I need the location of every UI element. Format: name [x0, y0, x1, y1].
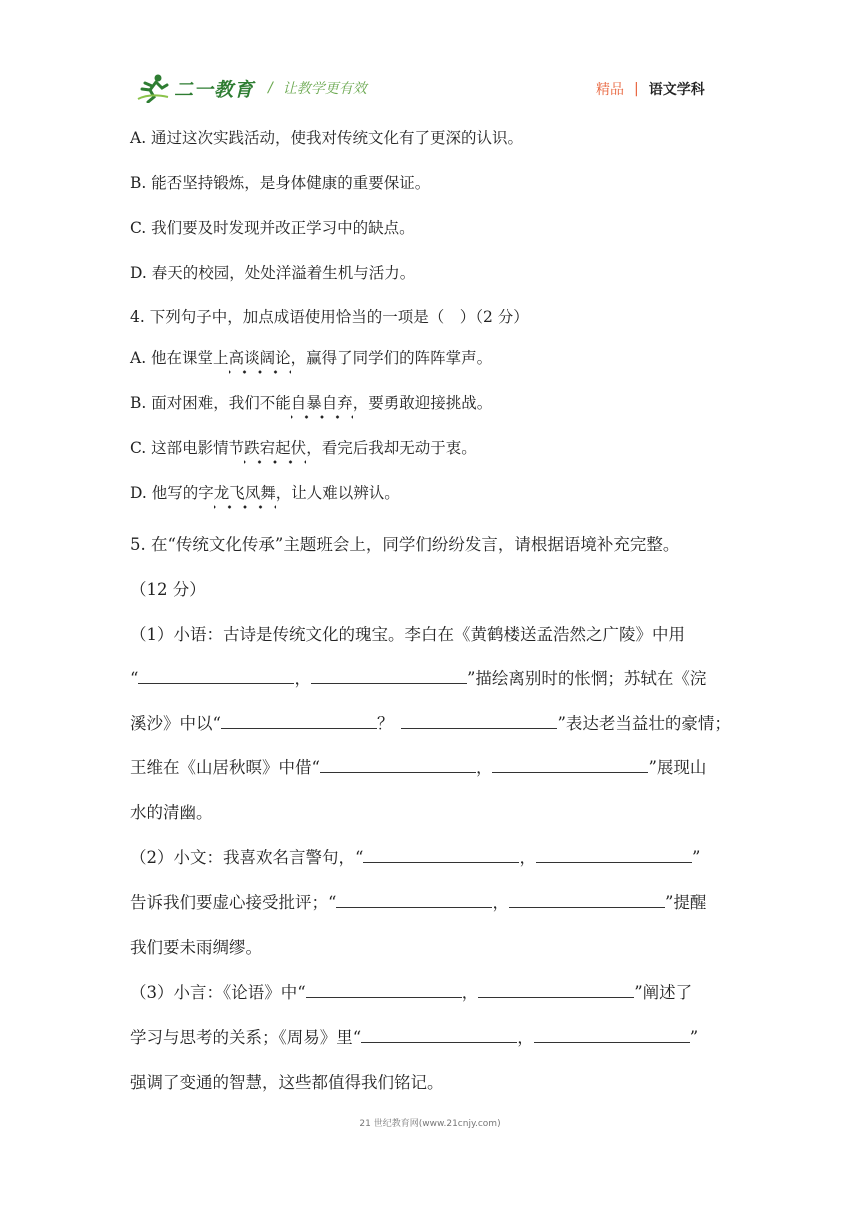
option-text: ，让人难以辨认。	[275, 484, 400, 502]
q3-option-b: B. 能否坚持锻炼，是身体健康的重要保证。	[130, 174, 431, 192]
tag-divider: |	[634, 81, 639, 97]
subject-label: 语文学科	[648, 82, 705, 98]
page-footer: 21 世纪教育网(www.21cnjy.com)	[359, 1119, 501, 1129]
line-head: （2）小文：我喜欢名言警句，“	[130, 848, 364, 867]
q4-stem: 4. 下列句子中，加点成语使用恰当的一项是（ ）（2 分）	[130, 308, 529, 326]
subject-tag	[596, 79, 705, 99]
slogan: 让教学更有效	[282, 81, 367, 97]
line-tail: ”表达老当益壮的豪情；	[557, 714, 731, 733]
line-tail: ”	[689, 1028, 699, 1047]
line-tail: ”展现山	[648, 758, 707, 777]
q5-part3-line3: 强调了变通的智慧，这些都值得我们铭记。	[130, 1073, 444, 1092]
comma: ，	[517, 1028, 534, 1047]
line-head: 溪沙》中以“	[130, 714, 221, 733]
option-text: ，赢得了同学们的阵阵掌声。	[290, 349, 493, 367]
dotted-idiom: 跌宕起伏	[244, 439, 307, 457]
q3-option-a: A. 通过这次实践活动，使我对传统文化有了更深的认识。	[130, 129, 524, 147]
answer-blank[interactable]	[221, 714, 377, 729]
answer-blank[interactable]	[320, 758, 476, 773]
q4-option-a	[130, 348, 492, 368]
line-tail: ”	[691, 848, 701, 867]
line-head: 告诉我们要虚心接受批评；“	[130, 893, 337, 912]
answer-blank[interactable]	[311, 669, 467, 684]
q5-part3-line2	[130, 1028, 698, 1048]
q5-part2-line1	[130, 848, 700, 868]
option-text: ，看完后我却无动于衷。	[306, 439, 477, 457]
option-text: ，要勇敢迎接挑战。	[352, 394, 493, 412]
answer-blank[interactable]	[478, 983, 634, 998]
q3-option-c: C. 我们要及时发现并改正学习中的缺点。	[130, 219, 415, 237]
line-tail: ”阐述了	[634, 983, 693, 1002]
q5-part1-line2	[130, 669, 706, 689]
running-figure-icon	[136, 73, 170, 103]
line-tail: ”描绘离别时的怅惘；苏轼在《浣	[466, 669, 707, 688]
q4-option-b	[130, 393, 492, 413]
quality-label: 精品	[596, 82, 624, 98]
q3-option-d: D. 春天的校园，处处洋溢着生机与活力。	[130, 264, 416, 282]
question-mark: ？	[376, 714, 394, 733]
line-head: （3）小言：《论语》中“	[130, 983, 306, 1002]
answer-blank[interactable]	[138, 669, 294, 684]
q5-part1-line1: （1）小语：古诗是传统文化的瑰宝。李白在《黄鹤楼送孟浩然之广陵》中用	[130, 625, 685, 644]
line-tail: ”提醒	[664, 893, 707, 912]
answer-blank[interactable]	[401, 714, 557, 729]
dotted-idiom: 高谈阔论	[228, 349, 291, 367]
line-head: 学习与思考的关系；《周易》里“	[130, 1028, 362, 1047]
answer-blank[interactable]	[492, 758, 648, 773]
answer-blank[interactable]	[336, 893, 492, 908]
dotted-idiom: 龙飞凤舞	[213, 484, 276, 502]
option-text: B. 面对困难，我们不能	[130, 394, 291, 412]
answer-blank[interactable]	[509, 893, 665, 908]
answer-blank[interactable]	[363, 848, 519, 863]
line-head: 王维在《山居秋暝》中借“	[130, 758, 320, 777]
logo-text: 二一教育	[174, 78, 255, 101]
quote-mark: “	[130, 669, 139, 688]
comma: ，	[475, 758, 493, 777]
slogan-separator: /	[268, 80, 273, 96]
dotted-idiom: 自暴自弃	[290, 394, 353, 412]
q5-score: （12 分）	[130, 580, 206, 599]
comma: ，	[294, 669, 311, 688]
q5-part1-line4	[130, 758, 706, 778]
comma: ，	[519, 848, 536, 867]
answer-blank[interactable]	[306, 983, 462, 998]
q5-part3-line1	[130, 983, 692, 1003]
q5-part2-line3: 我们要未雨绸缪。	[130, 938, 262, 957]
q5-stem: 5. 在“传统文化传承”主题班会上，同学们纷纷发言，请根据语境补充完整。	[130, 535, 680, 554]
q5-part1-line5: 水的清幽。	[130, 803, 213, 822]
answer-blank[interactable]	[361, 1028, 517, 1043]
q4-option-d	[130, 483, 400, 503]
option-text: D. 他写的字	[130, 484, 214, 502]
q5-part2-line2	[130, 893, 706, 913]
option-text: A. 他在课堂上	[130, 349, 229, 367]
answer-blank[interactable]	[536, 848, 692, 863]
q4-option-c	[130, 438, 477, 458]
comma: ，	[461, 983, 479, 1002]
comma: ，	[492, 893, 509, 912]
q5-part1-line3	[130, 714, 731, 734]
answer-blank[interactable]	[534, 1028, 690, 1043]
brand-logo[interactable]	[136, 72, 367, 104]
option-text: C. 这部电影情节	[130, 439, 245, 457]
page-header	[0, 0, 860, 120]
